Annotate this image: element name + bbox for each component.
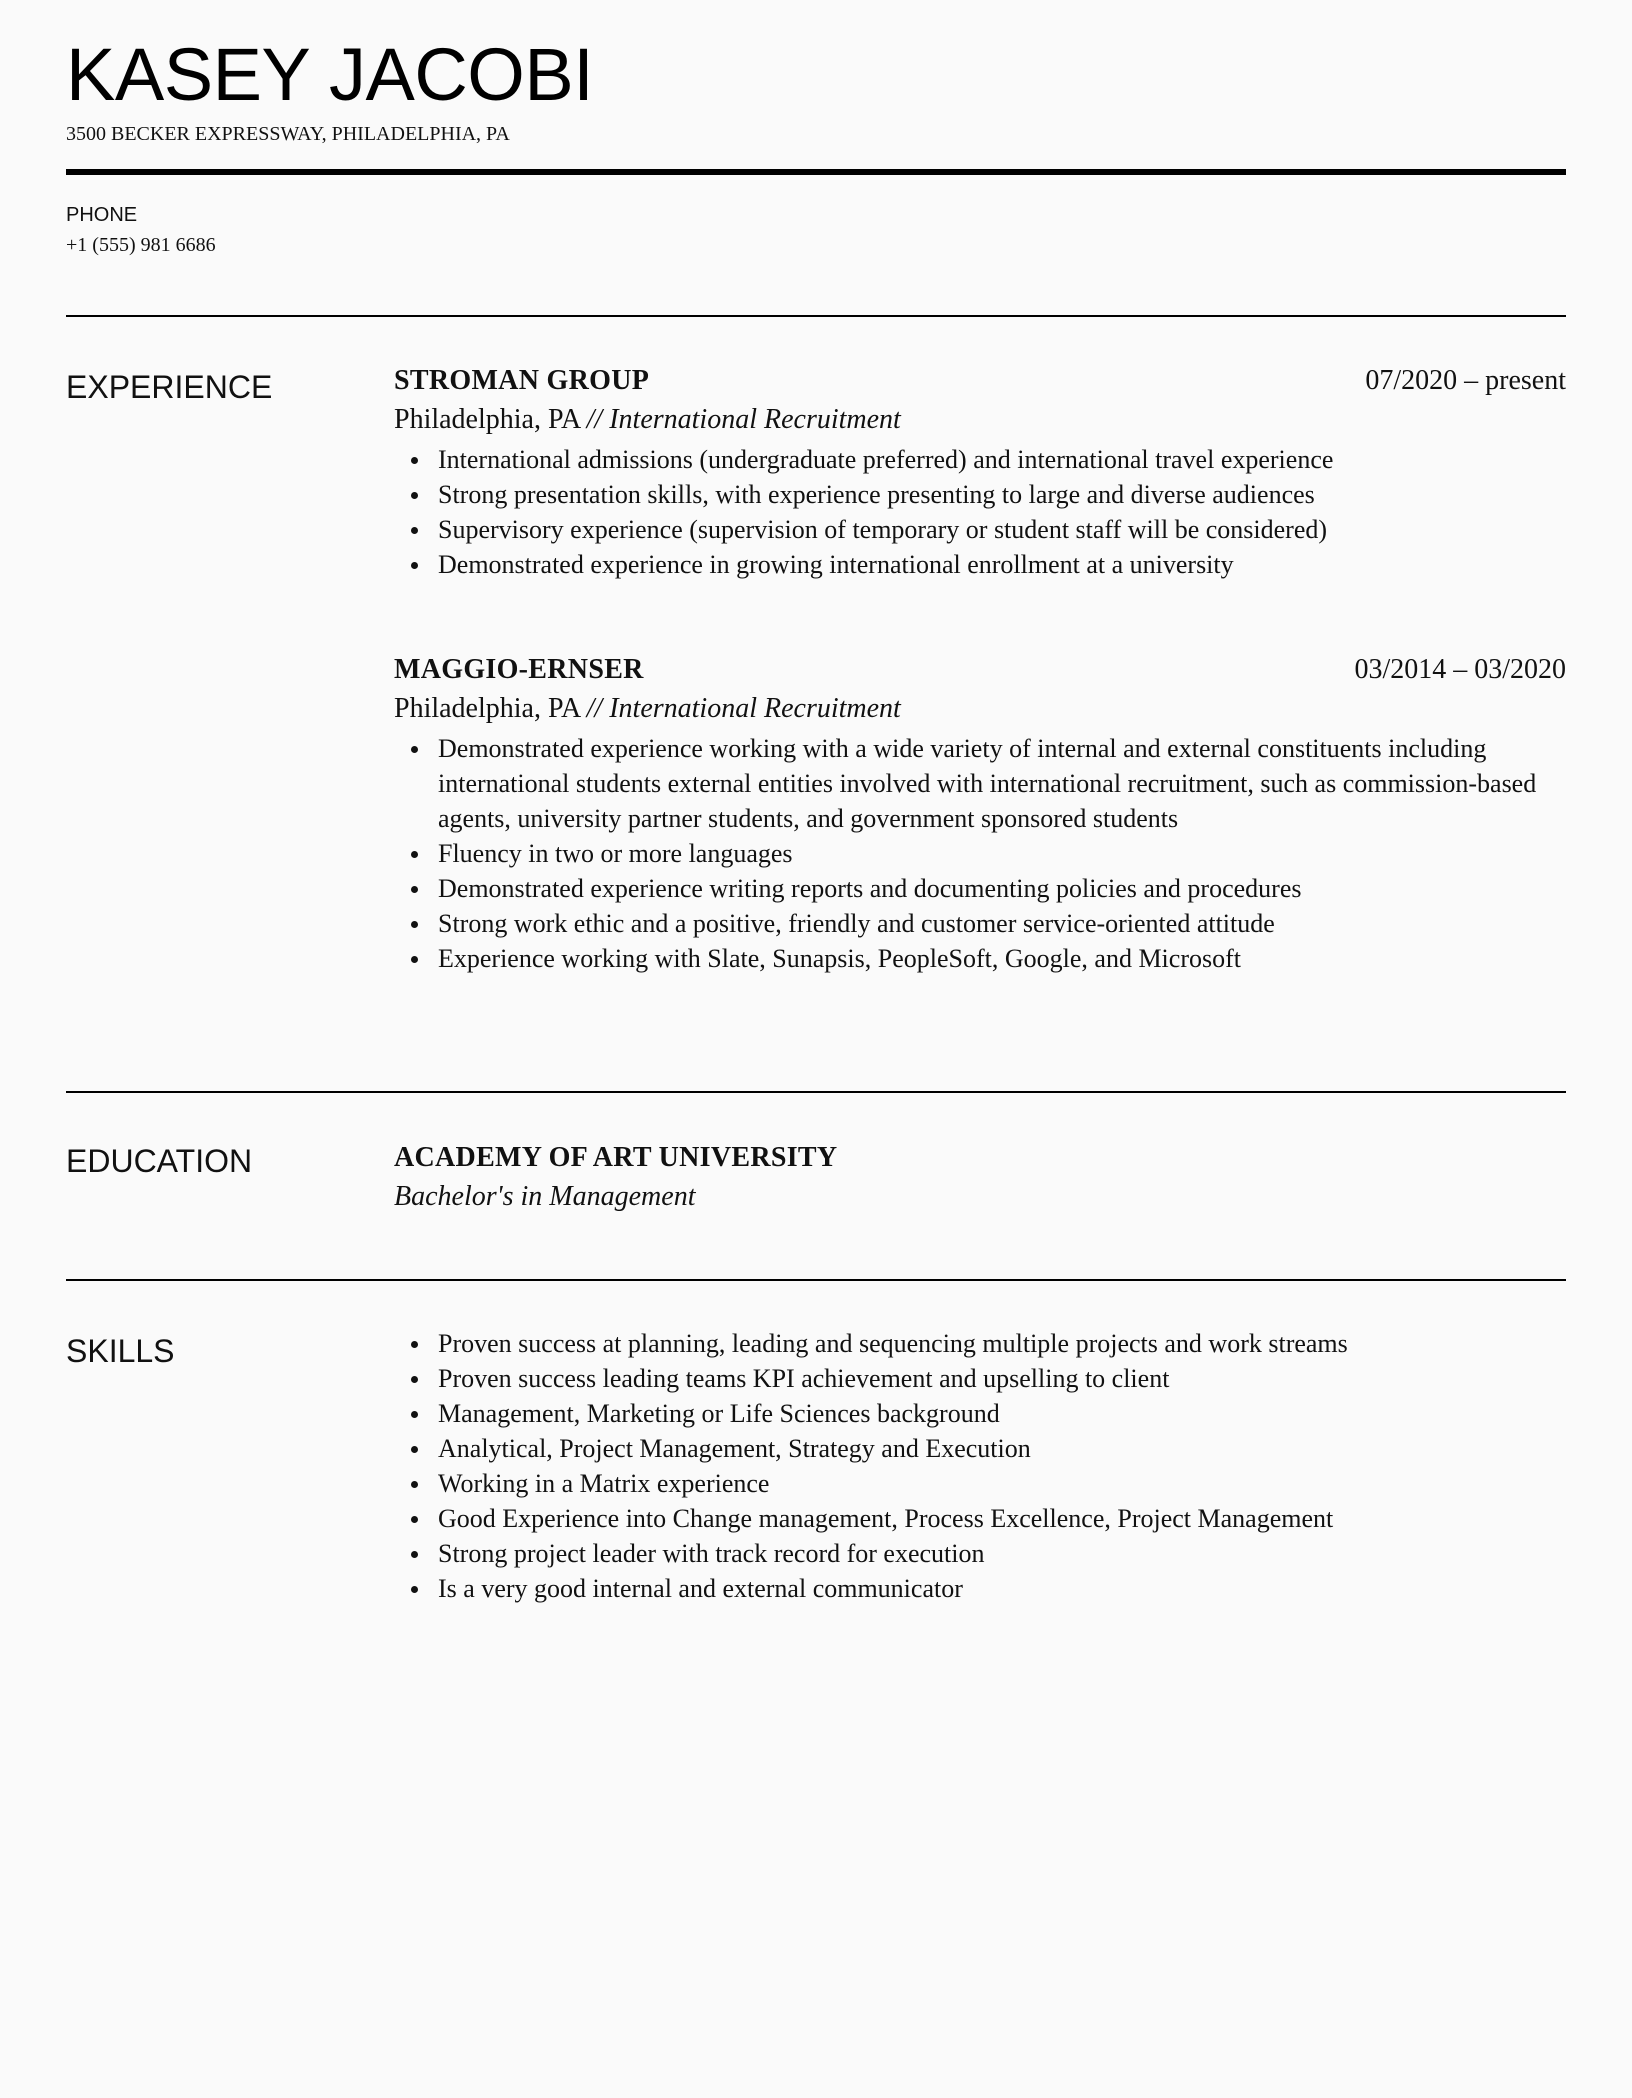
list-item: Is a very good internal and external communicator — [438, 1571, 1566, 1606]
skills-list — [394, 1326, 1566, 1606]
employment-dates: 07/2020 – present — [1365, 365, 1566, 396]
company-name: STROMAN GROUP — [394, 365, 650, 396]
list-item: Experience working with Slate, Sunapsis, PeopleSoft, Google, and Microsoft — [438, 941, 1566, 976]
job-role: International Recruitment — [609, 693, 901, 724]
list-item: Demonstrated experience writing reports and documenting policies and procedures — [438, 871, 1566, 906]
experience-section-title: EXPERIENCE — [66, 369, 273, 405]
list-item: Supervisory experience (supervision of temporary or student staff will be considered) — [438, 512, 1566, 547]
list-item: Strong work ethic and a positive, friendly and customer service-oriented attitude — [438, 906, 1566, 941]
skills-section-title: SKILLS — [66, 1333, 175, 1369]
list-item: Working in a Matrix experience — [438, 1466, 1566, 1501]
list-item: International admissions (undergraduate preferred) and international travel experience — [438, 442, 1566, 477]
company-name: MAGGIO-ERNSER — [394, 654, 644, 685]
list-item: Good Experience into Change management, Process Excellence, Project Management — [438, 1501, 1566, 1536]
address: 3500 BECKER EXPRESSWAY, PHILADELPHIA, PA — [66, 123, 510, 145]
role-separator: // — [586, 693, 603, 724]
list-item: Strong presentation skills, with experience presenting to large and diverse audiences — [438, 477, 1566, 512]
phone-label: PHONE — [66, 204, 138, 226]
skills-list-container — [394, 1326, 1566, 1606]
degree: Bachelor's in Management — [394, 1181, 696, 1212]
school-name: ACADEMY OF ART UNIVERSITY — [394, 1142, 838, 1173]
list-item: Demonstrated experience working with a wide variety of internal and external constituents including international students external entities involved with international recruitment, such as commission-based agents, university partner students, and government sponsored students — [438, 731, 1566, 836]
job-location-role — [394, 689, 1566, 729]
section-divider — [66, 1091, 1566, 1093]
phone-value: +1 (555) 981 6686 — [66, 234, 216, 256]
list-item: Strong project leader with track record for execution — [438, 1536, 1566, 1571]
job-location: Philadelphia, PA — [394, 404, 580, 435]
experience-entry — [394, 362, 1566, 582]
job-role: International Recruitment — [609, 404, 901, 435]
list-item: Management, Marketing or Life Sciences background — [438, 1396, 1566, 1431]
education-section-title: EDUCATION — [66, 1143, 253, 1179]
header-divider — [66, 169, 1566, 175]
section-divider — [66, 315, 1566, 317]
candidate-name: KASEY JACOBI — [66, 33, 594, 116]
list-item: Fluency in two or more languages — [438, 836, 1566, 871]
education-entry — [394, 1139, 1566, 1217]
list-item: Proven success leading teams KPI achievement and upselling to client — [438, 1361, 1566, 1396]
employment-dates: 03/2014 – 03/2020 — [1354, 654, 1566, 685]
list-item: Demonstrated experience in growing international enrollment at a university — [438, 547, 1566, 582]
list-item: Proven success at planning, leading and sequencing multiple projects and work streams — [438, 1326, 1566, 1361]
job-location-role — [394, 400, 1566, 440]
job-bullets — [394, 731, 1566, 976]
experience-entry — [394, 651, 1566, 976]
job-location: Philadelphia, PA — [394, 693, 580, 724]
section-divider — [66, 1279, 1566, 1281]
role-separator: // — [586, 404, 603, 435]
list-item: Analytical, Project Management, Strategy and Execution — [438, 1431, 1566, 1466]
job-bullets — [394, 442, 1566, 582]
